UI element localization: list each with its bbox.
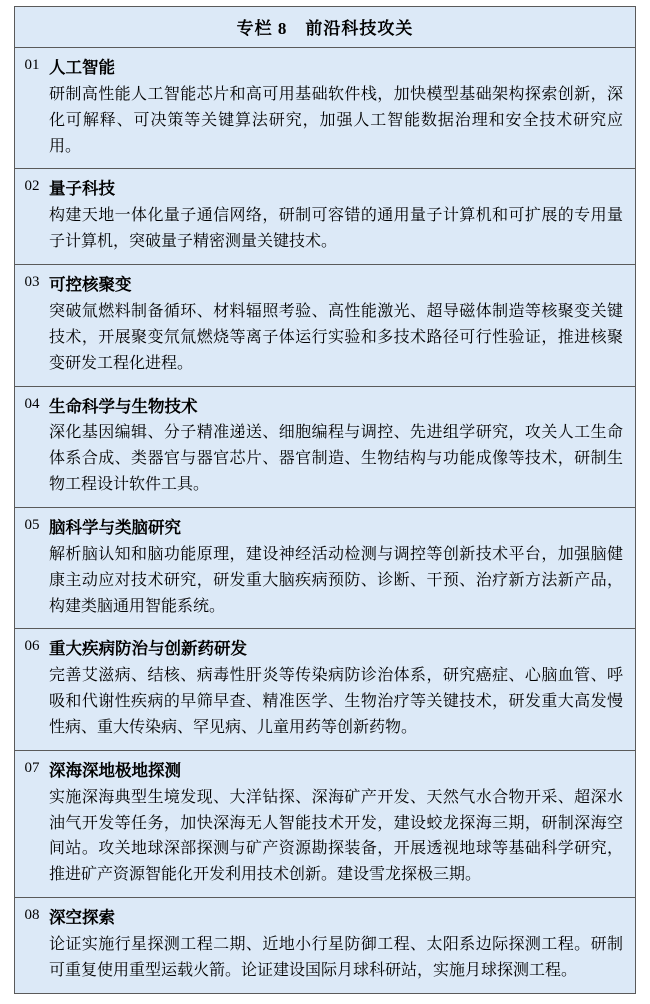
table-row	[15, 48, 635, 169]
row-body	[49, 48, 635, 168]
row-text: 论证实施行星探测工程二期、近地小行星防御工程、太阳系边际探测工程。研制可重复使用重型运载火箭。论证建设国际月球科研站，实施月球探测工程。	[49, 936, 623, 979]
row-number: 06	[24, 638, 40, 655]
row-number: 02	[24, 178, 40, 195]
row-text: 实施深海典型生境发现、大洋钻探、深海矿产开发、天然气水合物开采、超深水油气开发等任务，加快深海无人智能技术开发，建设蛟龙探海三期，研制深海空间站。攻关地球深部探测与矿产资源勘探装备，开展透视地球等基础科学研究，推进矿产资源智能化开发利用技术创新。建设雪龙探极三期。	[49, 788, 623, 884]
panel-rows	[15, 48, 635, 993]
row-body	[49, 751, 635, 897]
table-row	[15, 629, 635, 750]
row-body	[49, 265, 635, 385]
row-text: 深化基因编辑、分子精准递送、细胞编程与调控、先进组学研究，攻关人工生命体系合成、类器官与器官芯片、器官制造、生物结构与功能成像等技术，研制生物工程设计软件工具。	[49, 424, 623, 494]
row-heading: 脑科学与类脑研究	[49, 517, 181, 537]
table-row	[15, 508, 635, 629]
row-body	[49, 169, 635, 264]
row-number: 01	[24, 57, 40, 73]
row-heading: 重大疾病防治与创新药研发	[49, 639, 247, 659]
panel-title-text: 前沿科技攻关	[305, 19, 414, 38]
row-heading: 可控核聚变	[49, 275, 132, 295]
row-body	[49, 898, 635, 993]
row-text: 完善艾滋病、结核、病毒性肝炎等传染病防诊治体系，研究癌症、心脑血管、呼吸和代谢性疾病的早筛早查、精准医学、生物治疗等关键技术，研发重大高发慢性病、重大传染病、罕见病、儿童用药等创新药物。	[49, 667, 623, 736]
row-heading: 生命科学与生物技术	[49, 396, 198, 416]
row-number: 08	[24, 907, 40, 924]
panel-title-label: 专栏 8	[236, 19, 288, 38]
row-text: 突破氚燃料制备循环、材料辐照考验、高性能激光、超导磁体制造等核聚变关键技术，开展聚变氘氚燃烧等离子体运行实验和多技术路径可行性验证，推进核聚变研发工程化进程。	[49, 302, 623, 372]
document-page	[0, 6, 650, 994]
row-body	[49, 387, 635, 507]
feature-box-panel	[14, 6, 636, 994]
table-row	[15, 898, 635, 993]
row-heading: 人工智能	[49, 58, 115, 77]
row-heading: 深海深地极地探测	[49, 760, 181, 780]
table-row	[15, 387, 635, 508]
row-heading: 量子科技	[49, 179, 115, 199]
row-text: 构建天地一体化量子通信网络，研制可容错的通用量子计算机和可扩展的专用量子计算机，突破量子精密测量关键技术。	[49, 207, 623, 251]
row-number: 05	[24, 516, 40, 533]
row-text: 解析脑认知和脑功能原理，建设神经活动检测与调控等创新技术平台，加强脑健康主动应对技术研究，研发重大脑疾病预防、诊断、干预、治疗新方法新产品，构建类脑通用智能系统。	[49, 545, 623, 615]
table-row	[15, 265, 635, 386]
row-number: 03	[24, 274, 40, 291]
row-body	[49, 629, 635, 749]
row-number: 04	[24, 395, 40, 412]
row-number: 07	[24, 759, 40, 776]
row-text: 研制高性能人工智能芯片和高可用基础软件栈，加快模型基础架构探索创新，深化可解释、可决策等关键算法研究，加强人工智能数据治理和安全技术研究应用。	[49, 85, 623, 155]
row-heading: 深空探索	[49, 908, 115, 928]
row-body	[49, 508, 635, 628]
table-row	[15, 751, 635, 898]
panel-title	[15, 7, 635, 48]
table-row	[15, 169, 635, 265]
